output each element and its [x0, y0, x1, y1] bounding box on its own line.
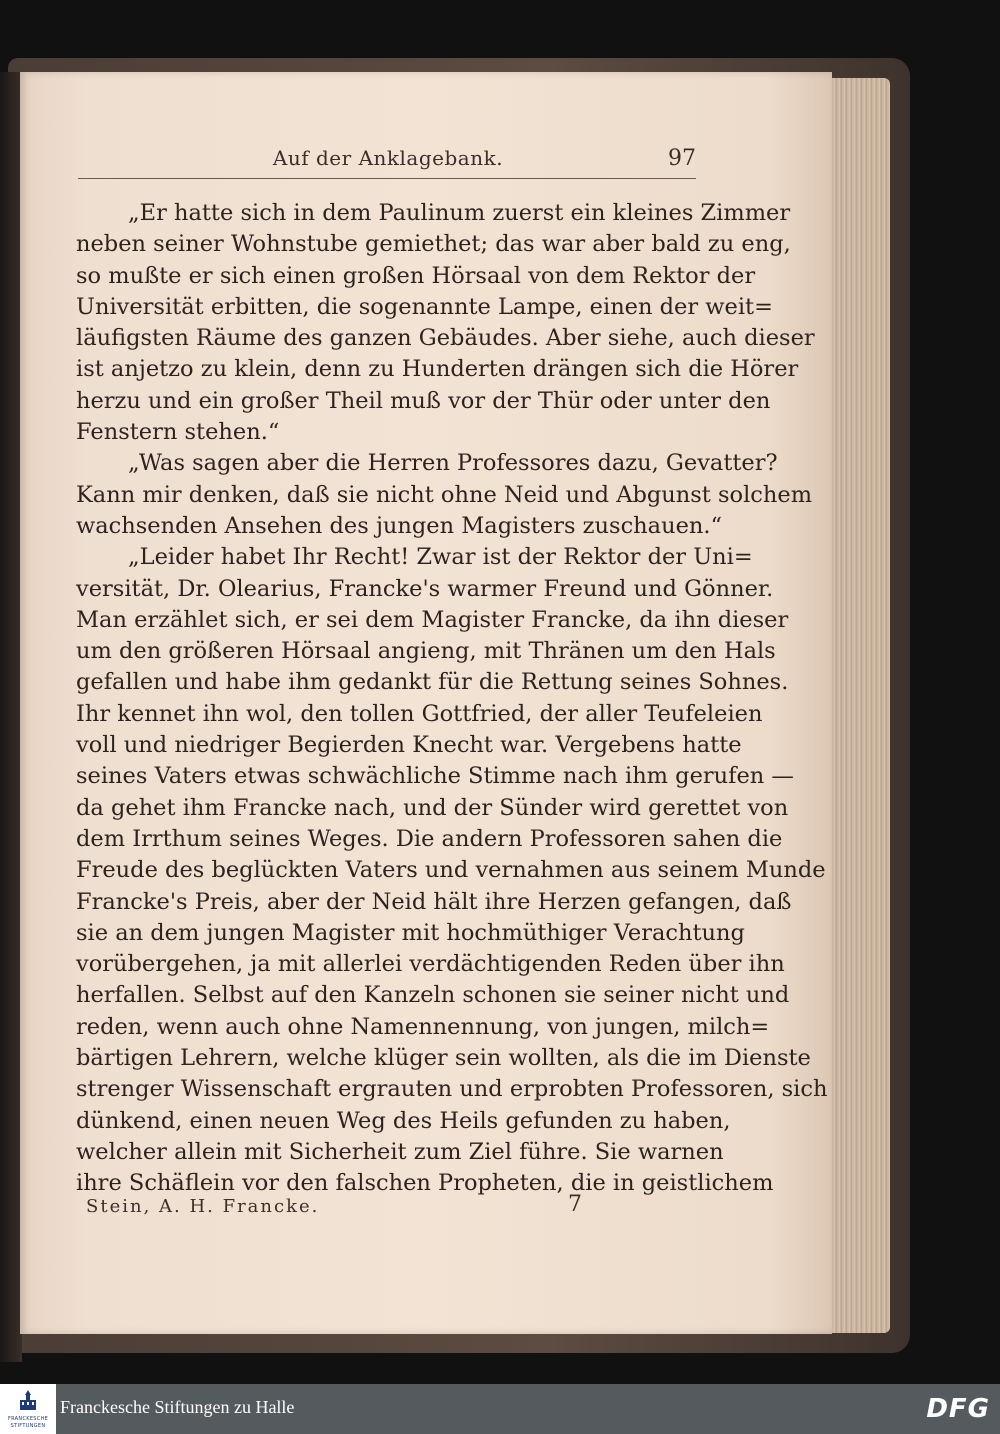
signature-mark: 7	[568, 1192, 582, 1217]
text-line: dünkend, einen neuen Weg des Heils gefunden zu haben,	[76, 1107, 731, 1134]
orphanage-building-icon	[18, 1390, 38, 1412]
running-head	[80, 146, 696, 176]
text-line: Ihr kennet ihn wol, den tollen Gottfried, der aller Teufeleien	[76, 700, 763, 727]
text-line: bärtigen Lehrern, welche klüger sein wollten, als die im Dienste	[76, 1045, 811, 1072]
body-text	[76, 198, 828, 1200]
text-line: sie an dem jungen Magister mit hochmüthiger Verachtung	[76, 919, 745, 946]
signature-line: Stein, A. H. Francke.	[86, 1196, 320, 1217]
text-line: da gehet ihm Francke nach, und der Sünder wird gerettet von	[76, 794, 789, 821]
text-line: ihre Schäflein vor den falschen Propheten, die in geistlichem	[76, 1170, 774, 1197]
text-line: ist anjetzo zu klein, denn zu Hunderten drängen sich die Hörer	[76, 356, 799, 383]
text-line: Universität erbitten, die sogenannte Lampe, einen der weit=	[76, 293, 773, 320]
text-line: reden, wenn auch ohne Namennennung, von jungen, milch=	[76, 1013, 770, 1040]
text-line: gefallen und habe ihm gedankt für die Rettung seines Sohnes.	[76, 669, 789, 696]
text-line: so mußte er sich einen großen Hörsaal von dem Rektor der	[76, 262, 756, 289]
logo-text-line-1: FRANCKESCHE	[7, 1416, 49, 1422]
dfg-logo[interactable]: DFG	[926, 1394, 990, 1424]
text-line: voll und niedriger Begierden Knecht war. Vergebens hatte	[76, 732, 742, 759]
running-head-title: Auf der Anklagebank.	[272, 146, 504, 170]
institution-name[interactable]: Franckesche Stiftungen zu Halle	[60, 1397, 295, 1417]
text-line: strenger Wissenschaft ergrauten und erprobten Professoren, sich	[76, 1076, 828, 1103]
page-number: 97	[668, 146, 696, 171]
text-line: um den größeren Hörsaal angieng, mit Thränen um den Hals	[76, 638, 776, 665]
text-line: neben seiner Wohnstube gemiethet; das war aber bald zu eng,	[76, 231, 791, 258]
text-line: „Er hatte sich in dem Paulinum zuerst ein kleines Zimmer	[128, 200, 791, 226]
text-line: Francke's Preis, aber der Neid hält ihre Herzen gefangen, daß	[76, 888, 792, 915]
text-line: Fenstern stehen.“	[76, 419, 280, 446]
text-line: wachsenden Ansehen des jungen Magisters zuschauen.“	[76, 512, 723, 539]
logo-text-line-2: STIFTUNGEN	[10, 1423, 46, 1429]
text-line: läufigsten Räume des ganzen Gebäudes. Aber siehe, auch dieser	[76, 325, 815, 352]
text-line: vorübergehen, ja mit allerlei verdächtigenden Reden über ihn	[76, 951, 785, 978]
text-line: Man erzählet sich, er sei dem Magister Francke, da ihn dieser	[76, 606, 789, 633]
text-line: herzu und ein großer Theil muß vor der Thür oder unter den	[76, 387, 771, 414]
text-line: seines Vaters etwas schwächliche Stimme nach ihm gerufen —	[76, 763, 794, 790]
text-line: Kann mir denken, daß sie nicht ohne Neid und Abgunst solchem	[76, 481, 813, 508]
text-line: „Leider habet Ihr Recht! Zwar ist der Rektor der Uni=	[128, 544, 753, 571]
text-line: „Was sagen aber die Herren Professores dazu, Gevatter?	[128, 450, 778, 477]
institution-logo[interactable]	[0, 1384, 56, 1434]
text-line: dem Irrthum seines Weges. Die andern Professoren sahen die	[76, 825, 783, 852]
page-edges	[828, 78, 890, 1333]
text-line: welcher allein mit Sicherheit zum Ziel führe. Sie warnen	[76, 1138, 724, 1165]
book-spine	[0, 72, 22, 1362]
text-line: herfallen. Selbst auf den Kanzeln schonen sie seiner nicht und	[76, 982, 790, 1009]
text-line: Freude des beglückten Vaters und vernahmen aus seinem Munde	[76, 857, 826, 884]
header-rule	[78, 178, 696, 179]
text-line: versität, Dr. Olearius, Francke's warmer Freund und Gönner.	[76, 575, 774, 602]
institution-bar	[0, 1384, 1000, 1434]
